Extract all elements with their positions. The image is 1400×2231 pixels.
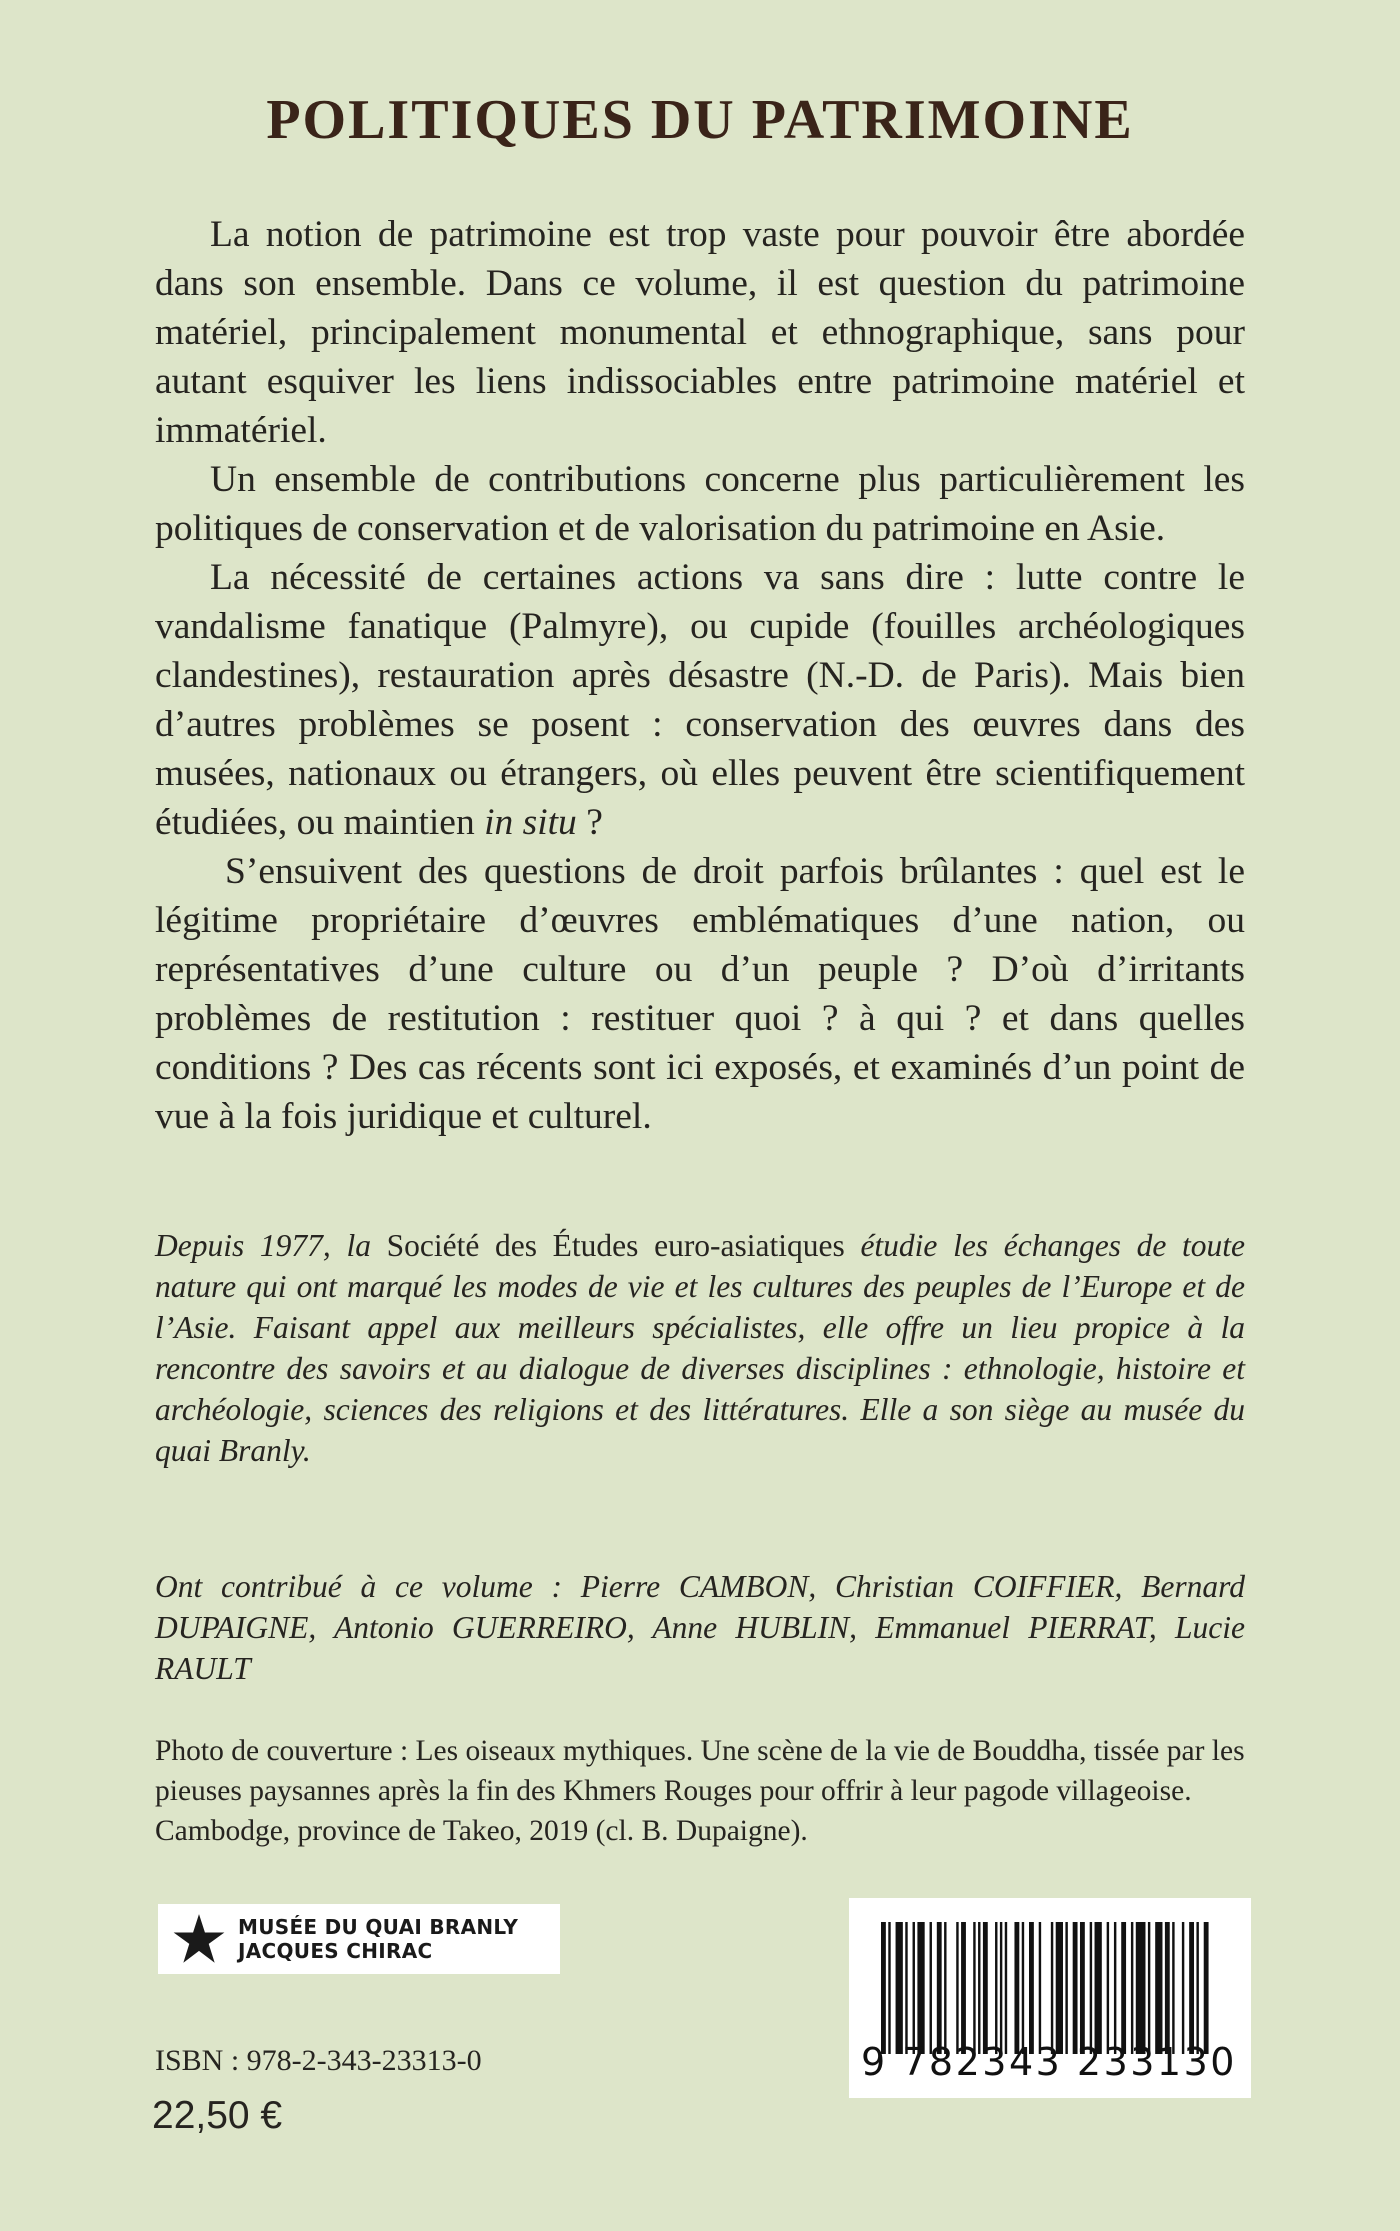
barcode-icon [881, 1922, 1211, 2054]
logo-line-2: JACQUES CHIRAC [238, 1939, 433, 1963]
paragraph-3 [155, 553, 1245, 847]
photo-credit: Photo de couverture : Les oiseaux mythiques. Une scène de la vie de Bouddha, tissée par les pieuses paysannes après la fin des Khmers Rouges pour offrir à leur pagode villageoise. Cambodge, province de Takeo, 2019 (cl. B. Dupaigne). [155, 1735, 1245, 1847]
museum-logo [158, 1904, 560, 1974]
contributors: Ont contribué à ce volume : Pierre CAMBON, Christian COIFFIER, Bernard DUPAIGNE, Antonio GUERREIRO, Anne HUBLIN, Emmanuel PIERRAT, Lucie RAULT [155, 1569, 1245, 1686]
paragraph-3-end: ? [576, 802, 603, 843]
price: 22,50 € [152, 2094, 283, 2137]
paragraph-3-text: La nécessité de certaines actions va sans dire : lutte contre le vandalisme fanatique (Palmyre), ou cupide (fouilles archéologiques clandestines), restauration après désastre (N.-D. de Paris). Mais bien d’autres problèmes se posent : conservation des œuvres dans des musées, nationaux ou étrangers, où elles peuvent être scientifiquement étudiées, ou maintien [155, 557, 1245, 843]
logo-line-1: MUSÉE DU QUAI BRANLY [238, 1915, 519, 1939]
paragraph-2: Un ensemble de contributions concerne plus particulièrement les politiques de conservation et de valorisation du patrimoine en Asie. [155, 459, 1245, 549]
book-title: POLITIQUES DU PATRIMOINE [266, 89, 1134, 151]
logo-text [238, 1915, 518, 1963]
about-italic-rest: étudie les échanges de toute nature qui ont marqué les modes de vie et les cultures des peuples de l’Europe et de l’Asie. Faisant appel aux meilleurs spécialistes, elle offre un lieu propice à la rencontre des savoirs et au dialogue de diverses disciplines : ethnologie, histoire et archéologie, sciences des religions et des littératures. Elle a son siège au musée du quai Branly. [155, 1228, 1245, 1468]
isbn: ISBN : 978-2-343-23313-0 [155, 2044, 482, 2077]
barcode [849, 1898, 1251, 2098]
society-name: Société des Études euro-asiatiques [370, 1228, 861, 1263]
paragraph-1: La notion de patrimoine est trop vaste pour pouvoir être abordée dans son ensemble. Dans ce volume, il est question du patrimoine matériel, principalement monumental et ethnographique, sans pour autant esquiver les liens indissociables entre patrimoine matériel et immatériel. [155, 214, 1245, 451]
star-icon [172, 1912, 226, 1966]
about-italic-start: Depuis 1977, la [155, 1228, 371, 1263]
main-description [155, 210, 1245, 1141]
society-description [155, 1225, 1245, 1471]
paragraph-4: S’ensuivent des questions de droit parfois brûlantes : quel est le légitime propriétaire d’œuvres emblématiques d’une nation, ou représentatives d’une culture ou d’un peuple ? D’où d’irritants problèmes de restitution : restituer quoi ? à qui ? et dans quelles conditions ? Des cas récents sont ici exposés, et examinés d’un point de vue à la fois juridique et culturel. [155, 851, 1245, 1137]
paragraph-3-italic: in situ [484, 802, 577, 843]
barcode-digits: 9 782343 233130 [861, 2040, 1237, 2084]
